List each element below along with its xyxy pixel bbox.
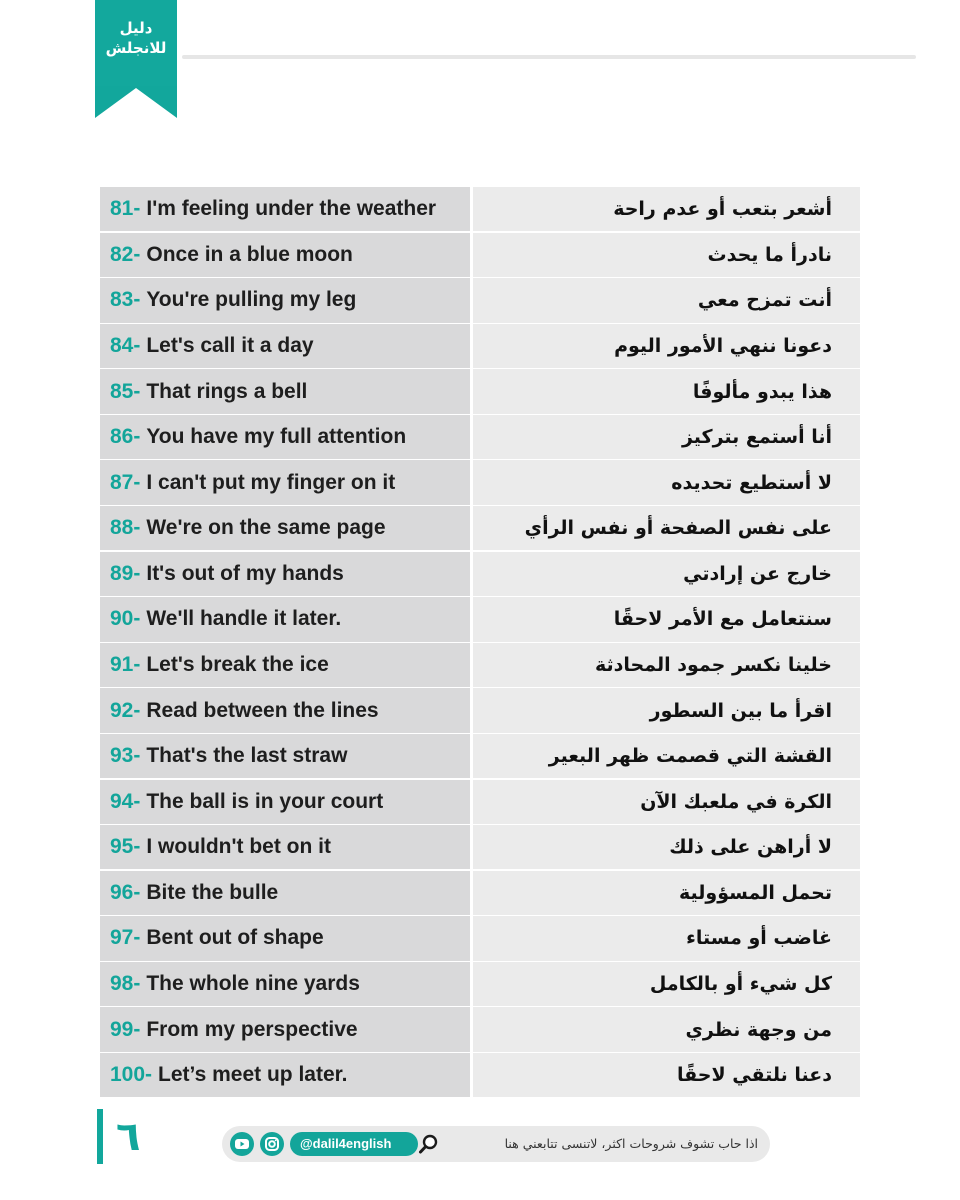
- follow-cta-text: اذا حاب تشوف شروحات اكثر، لاتنسى تتابعني هنا: [504, 1136, 758, 1151]
- english-cell: [100, 233, 470, 277]
- page-number-bar: [97, 1109, 103, 1164]
- brand-ribbon-logo: [95, 0, 177, 118]
- arabic-translation: سنتعامل مع الأمر لاحقًا: [613, 608, 832, 631]
- english-phrase: Let’s meet up later.: [158, 1063, 348, 1087]
- instagram-icon[interactable]: [260, 1132, 284, 1156]
- phrase-number: 82-: [110, 242, 141, 266]
- english-phrase: The ball is in your court: [146, 789, 384, 813]
- english-phrase: The whole nine yards: [146, 972, 360, 996]
- phrase-number: 89-: [110, 561, 141, 585]
- arabic-translation: اقرأ ما بين السطور: [649, 699, 832, 722]
- english-cell: [100, 734, 470, 778]
- english-cell: [100, 962, 470, 1006]
- table-row: [100, 506, 860, 550]
- logo-text: [95, 18, 177, 58]
- arabic-translation: كل شيء أو بالكامل: [649, 973, 832, 996]
- phrase-number: 93-: [110, 744, 141, 768]
- table-row: [100, 369, 860, 413]
- phrase-table: [100, 187, 860, 1097]
- arabic-cell: [473, 324, 860, 368]
- arabic-translation: أشعر بتعب أو عدم راحة: [613, 198, 832, 221]
- english-phrase: You're pulling my leg: [146, 288, 357, 312]
- arabic-cell: [473, 278, 860, 322]
- phrase-number: 94-: [110, 789, 141, 813]
- phrase-number: 100-: [110, 1063, 153, 1087]
- english-cell: [100, 688, 470, 732]
- instagram-glyph: [260, 1132, 284, 1156]
- english-cell: [100, 871, 470, 915]
- table-row: [100, 1007, 860, 1051]
- english-phrase: You have my full attention: [146, 425, 407, 449]
- arabic-cell: [473, 1007, 860, 1051]
- page-number: ٦: [116, 1114, 141, 1160]
- english-phrase: It's out of my hands: [146, 561, 344, 585]
- english-cell: [100, 643, 470, 687]
- arabic-translation: دعونا ننهي الأمور اليوم: [614, 334, 832, 357]
- arabic-cell: [473, 734, 860, 778]
- phrase-number: 95-: [110, 835, 141, 859]
- arabic-cell: [473, 415, 860, 459]
- arabic-cell: [473, 187, 860, 231]
- phrase-number: 81-: [110, 197, 141, 221]
- english-phrase: I can't put my finger on it: [146, 470, 396, 494]
- english-phrase: Once in a blue moon: [146, 242, 353, 266]
- arabic-translation: دعنا نلتقي لاحقًا: [676, 1064, 832, 1087]
- phrase-number: 97-: [110, 926, 141, 950]
- table-row: [100, 1053, 860, 1097]
- header-divider: [182, 55, 916, 59]
- magnifier-glyph: [418, 1133, 440, 1155]
- arabic-cell: [473, 871, 860, 915]
- arabic-cell: [473, 1053, 860, 1097]
- table-row: [100, 233, 860, 277]
- arabic-cell: [473, 552, 860, 596]
- phrase-number: 87-: [110, 470, 141, 494]
- table-row: [100, 780, 860, 824]
- arabic-translation: على نفس الصفحة أو نفس الرأي: [524, 517, 832, 540]
- english-phrase: Read between the lines: [146, 698, 379, 722]
- social-footer: [222, 1126, 770, 1162]
- english-cell: [100, 369, 470, 413]
- arabic-cell: [473, 688, 860, 732]
- english-phrase: That's the last straw: [146, 744, 348, 768]
- english-cell: [100, 597, 470, 641]
- table-row: [100, 734, 860, 778]
- english-cell: [100, 1007, 470, 1051]
- english-cell: [100, 187, 470, 231]
- table-row: [100, 187, 860, 231]
- table-row: [100, 460, 860, 504]
- arabic-translation: تحمل المسؤولية: [679, 881, 832, 904]
- table-row: [100, 415, 860, 459]
- phrase-number: 88-: [110, 516, 141, 540]
- arabic-cell: [473, 780, 860, 824]
- english-cell: [100, 506, 470, 550]
- phrase-number: 98-: [110, 972, 141, 996]
- english-cell: [100, 415, 470, 459]
- youtube-icon[interactable]: [230, 1132, 254, 1156]
- english-phrase: That rings a bell: [146, 379, 308, 403]
- table-row: [100, 597, 860, 641]
- english-cell: [100, 1053, 470, 1097]
- search-icon: [418, 1133, 440, 1155]
- arabic-translation: القشة التي قصمت ظهر البعير: [548, 745, 832, 768]
- arabic-translation: خارج عن إرادتي: [683, 562, 832, 585]
- arabic-translation: الكرة في ملعبك الآن: [640, 790, 832, 813]
- phrase-number: 92-: [110, 698, 141, 722]
- english-phrase: We're on the same page: [146, 516, 386, 540]
- arabic-translation: من وجهة نظري: [685, 1018, 832, 1041]
- table-row: [100, 916, 860, 960]
- arabic-translation: أنا أستمع بتركيز: [681, 426, 832, 449]
- english-cell: [100, 916, 470, 960]
- phrase-number: 84-: [110, 333, 141, 357]
- table-row: [100, 962, 860, 1006]
- english-phrase: From my perspective: [146, 1017, 358, 1041]
- phrase-number: 96-: [110, 880, 141, 904]
- english-phrase: I wouldn't bet on it: [146, 835, 331, 859]
- phrase-number: 86-: [110, 425, 141, 449]
- arabic-cell: [473, 597, 860, 641]
- english-phrase: We'll handle it later.: [146, 607, 342, 631]
- arabic-cell: [473, 643, 860, 687]
- arabic-translation: لا أراهن على ذلك: [669, 836, 832, 859]
- arabic-translation: أنت تمزح معي: [697, 289, 832, 312]
- arabic-cell: [473, 233, 860, 277]
- arabic-translation: لا أستطيع تحديده: [671, 471, 832, 494]
- table-row: [100, 278, 860, 322]
- phrase-number: 83-: [110, 288, 141, 312]
- phrase-number: 85-: [110, 379, 141, 403]
- table-row: [100, 825, 860, 869]
- arabic-translation: نادرأ ما يحدث: [707, 243, 832, 266]
- english-phrase: Let's break the ice: [146, 652, 329, 676]
- arabic-translation: هذا يبدو مألوفًا: [692, 380, 832, 403]
- arabic-translation: خلينا نكسر جمود المحادثة: [595, 653, 832, 676]
- table-row: [100, 871, 860, 915]
- english-phrase: Let's call it a day: [146, 333, 314, 357]
- arabic-cell: [473, 825, 860, 869]
- english-cell: [100, 552, 470, 596]
- phrase-number: 99-: [110, 1017, 141, 1041]
- english-cell: [100, 780, 470, 824]
- english-phrase: Bite the bulle: [146, 880, 279, 904]
- phrase-number: 91-: [110, 652, 141, 676]
- logo-line-1: دليل: [119, 19, 153, 37]
- table-row: [100, 643, 860, 687]
- english-cell: [100, 324, 470, 368]
- english-cell: [100, 460, 470, 504]
- logo-line-2: للانجلش: [105, 39, 167, 57]
- arabic-cell: [473, 916, 860, 960]
- table-row: [100, 552, 860, 596]
- youtube-glyph: [230, 1132, 254, 1156]
- phrase-number: 90-: [110, 607, 141, 631]
- english-cell: [100, 278, 470, 322]
- arabic-cell: [473, 506, 860, 550]
- arabic-translation: غاضب أو مستاء: [686, 927, 832, 950]
- arabic-cell: [473, 962, 860, 1006]
- english-phrase: I'm feeling under the weather: [146, 197, 437, 221]
- table-row: [100, 688, 860, 732]
- arabic-cell: [473, 369, 860, 413]
- social-handle-link[interactable]: @dalil4english: [290, 1132, 418, 1156]
- english-cell: [100, 825, 470, 869]
- english-phrase: Bent out of shape: [146, 926, 324, 950]
- table-row: [100, 324, 860, 368]
- arabic-cell: [473, 460, 860, 504]
